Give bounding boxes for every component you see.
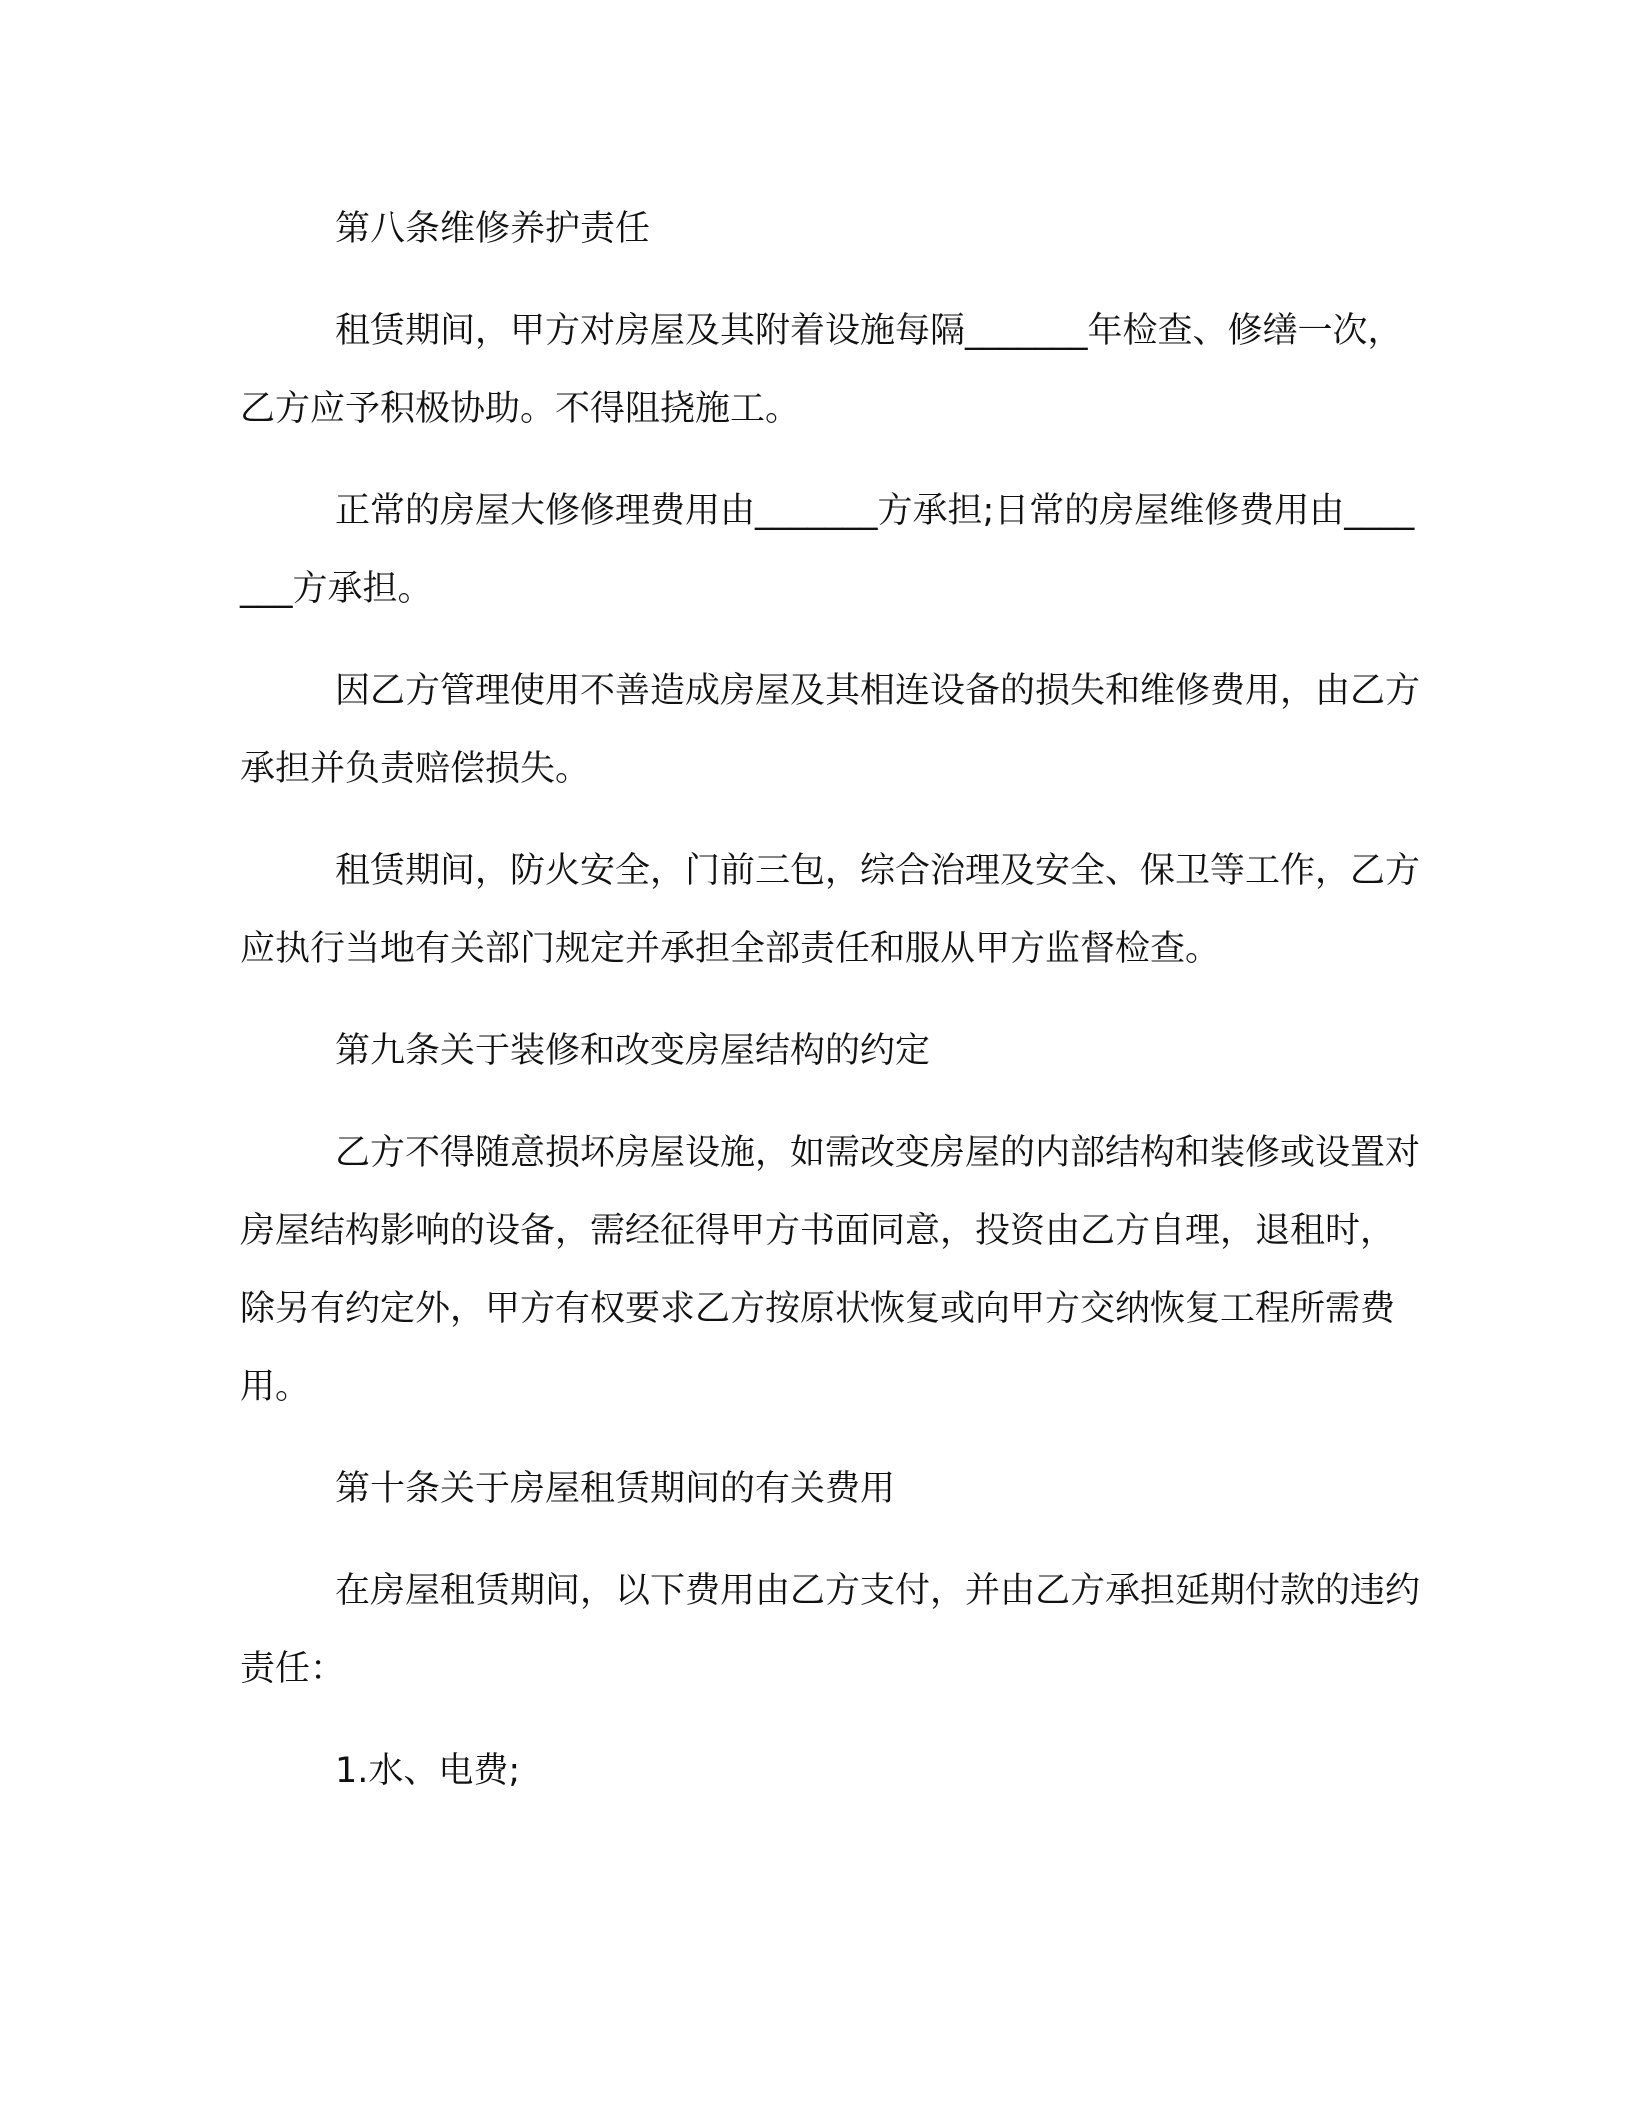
- document-body: [240, 190, 1420, 1810]
- article-10-paragraph-1: 在房屋租赁期间，以下费用由乙方支付，并由乙方承担延期付款的违约责任：: [240, 1571, 1421, 1689]
- article-8-paragraph-4: 租赁期间，防火安全，门前三包，综合治理及安全、保卫等工作，乙方应执行当地有关部门规定并承担全部责任和服从甲方监督检查。: [240, 851, 1421, 969]
- article-10-title: 第十条关于房屋租赁期间的有关费用: [335, 1469, 896, 1509]
- article-8-paragraph-3: 因乙方管理使用不善造成房屋及其相连设备的损失和维修费用，由乙方承担并负责赔偿损失。: [240, 671, 1421, 789]
- article-10-item-1: 1.水、电费;: [335, 1751, 521, 1791]
- article-8-paragraph-2: 正常的房屋大修修理费用由_______方承担;日常的房屋维修费用由_______方承担。: [240, 491, 1415, 609]
- article-9-title: 第九条关于装修和改变房屋结构的约定: [335, 1031, 931, 1071]
- article-9-paragraph-1: 乙方不得随意损坏房屋设施，如需改变房屋的内部结构和装修或设置对房屋结构影响的设备，需经征得甲方书面同意，投资由乙方自理，退租时，除另有约定外，甲方有权要求乙方按原状恢复或向甲方交纳恢复工程所需费用。: [240, 1133, 1421, 1407]
- article-8-paragraph-1: 租赁期间，甲方对房屋及其附着设施每隔_______年检查、修缮一次，乙方应予积极协助。不得阻挠施工。: [240, 311, 1403, 429]
- article-8-title: 第八条维修养护责任: [335, 209, 651, 249]
